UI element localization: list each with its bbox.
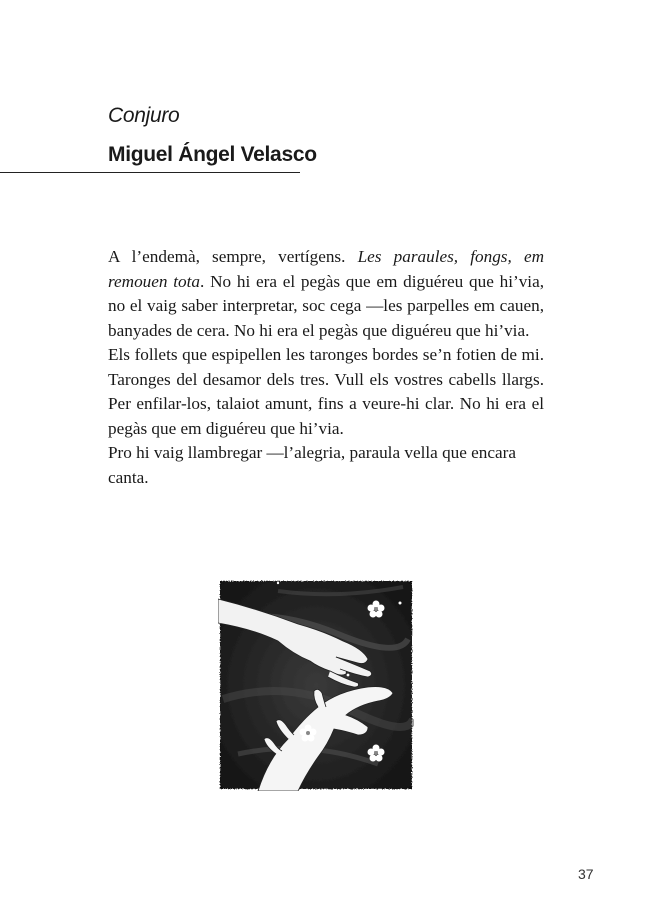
title-underline	[0, 172, 300, 173]
page-number: 37	[578, 866, 594, 882]
poem-body	[108, 245, 544, 490]
poem-italic-text: Les paraules, fongs, em remouen tota	[108, 247, 544, 291]
poem-text: A l’endemà, sempre, vertígens.	[108, 247, 358, 266]
poem-author: Miguel Ángel Velasco	[108, 143, 317, 166]
poem-text: . No hi era el pegàs que em diguéreu que hi’via, no el vaig saber interpretar, soc cega —les parpelles em cauen, banyades de cera. No hi era el pegàs que diguéreu que hi’via.	[108, 271, 544, 340]
poem-paragraph: Els follets que espipellen les taronges bordes se’n fotien de mi. Taronges del desamor dels tres. Vull els vostres cabells llargs. Per enfilar-los, talaiot amunt, fins a veure-hi clar. No hi era el pegàs que em diguéreu que hi’via.	[108, 345, 544, 438]
poem-paragraph: Pro hi vaig llambregar —l’alegria, paraula vella que encara canta.	[108, 443, 517, 487]
poem-title: Conjuro	[108, 104, 180, 127]
poem-paragraph	[108, 245, 544, 343]
hands-illustration	[218, 579, 414, 791]
